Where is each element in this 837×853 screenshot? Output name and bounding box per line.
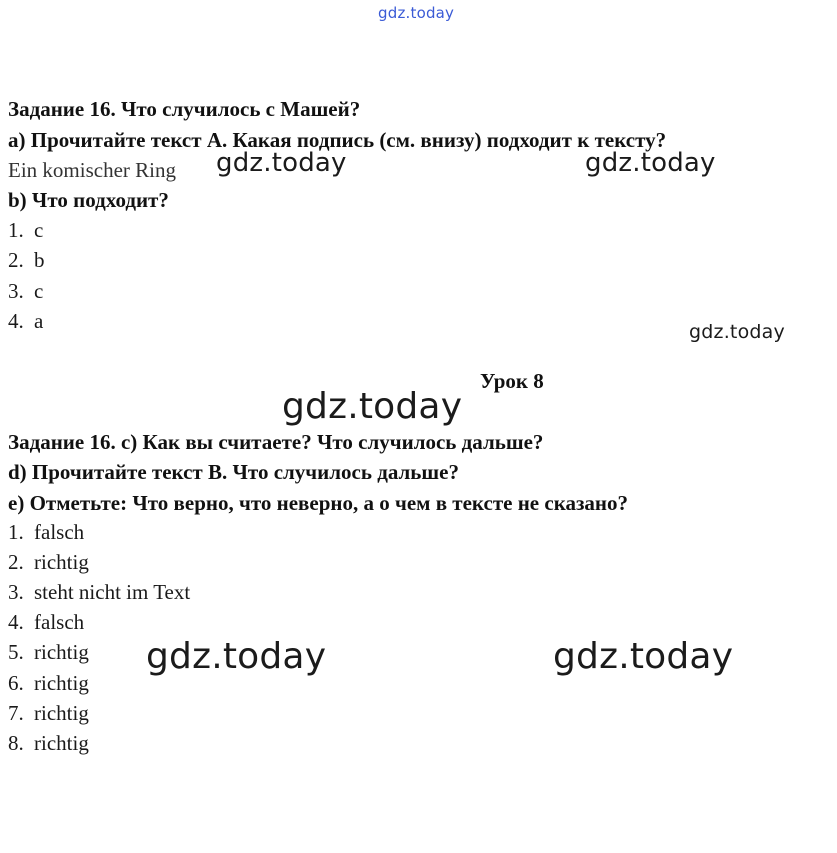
item-number: 5. — [8, 640, 24, 664]
list-item — [8, 609, 84, 635]
section2-question-e: e) Отметьте: Что верно, что неверно, а о чем в тексте не сказано? — [8, 491, 629, 515]
item-number: 2. — [8, 248, 24, 272]
item-number: 7. — [8, 701, 24, 725]
list-item — [8, 519, 84, 545]
item-text: richtig — [34, 731, 89, 755]
item-number: 8. — [8, 731, 24, 755]
list-item — [8, 579, 190, 605]
list-item — [8, 308, 43, 334]
item-text: steht nicht im Text — [34, 580, 191, 604]
item-number: 6. — [8, 671, 24, 695]
watermark-1: gdz.today — [216, 148, 347, 178]
item-number: 4. — [8, 309, 24, 333]
list-item — [8, 549, 89, 575]
item-number: 4. — [8, 610, 24, 634]
watermark-3: gdz.today — [689, 321, 785, 343]
list-item — [8, 247, 45, 273]
watermark-6: gdz.today — [553, 636, 734, 677]
watermark-5: gdz.today — [146, 636, 327, 677]
watermark-top: gdz.today — [378, 4, 455, 22]
list-item — [8, 700, 89, 726]
section2-title: Задание 16. с) Как вы считаете? Что случилось дальше? — [8, 430, 544, 454]
item-text: c — [34, 218, 44, 242]
section1-answer-a: Ein komischer Ring — [8, 158, 176, 182]
section1-question-b: b) Что подходит? — [8, 188, 169, 212]
item-number: 3. — [8, 580, 24, 604]
item-text: falsch — [34, 610, 85, 634]
list-item — [8, 278, 43, 304]
item-number: 3. — [8, 279, 24, 303]
section2-question-d: d) Прочитайте текст В. Что случилось дальше? — [8, 460, 459, 484]
list-item — [8, 217, 43, 243]
item-text: c — [34, 279, 44, 303]
item-number: 2. — [8, 550, 24, 574]
section1-title: Задание 16. Что случилось с Машей? — [8, 97, 361, 121]
watermark-2: gdz.today — [585, 148, 716, 178]
item-text: a — [34, 309, 44, 333]
item-text: richtig — [34, 701, 89, 725]
section1-question-a: а) Прочитайте текст А. Какая подпись (см. внизу) подходит к тексту? — [8, 128, 667, 152]
item-text: richtig — [34, 671, 89, 695]
list-item — [8, 639, 89, 665]
item-text: b — [34, 248, 45, 272]
item-text: richtig — [34, 550, 89, 574]
list-item — [8, 730, 89, 756]
watermark-4: gdz.today — [282, 386, 463, 427]
list-item — [8, 670, 89, 696]
item-number: 1. — [8, 520, 24, 544]
item-text: richtig — [34, 640, 89, 664]
lesson-title: Урок 8 — [480, 369, 544, 393]
item-text: falsch — [34, 520, 85, 544]
item-number: 1. — [8, 218, 24, 242]
